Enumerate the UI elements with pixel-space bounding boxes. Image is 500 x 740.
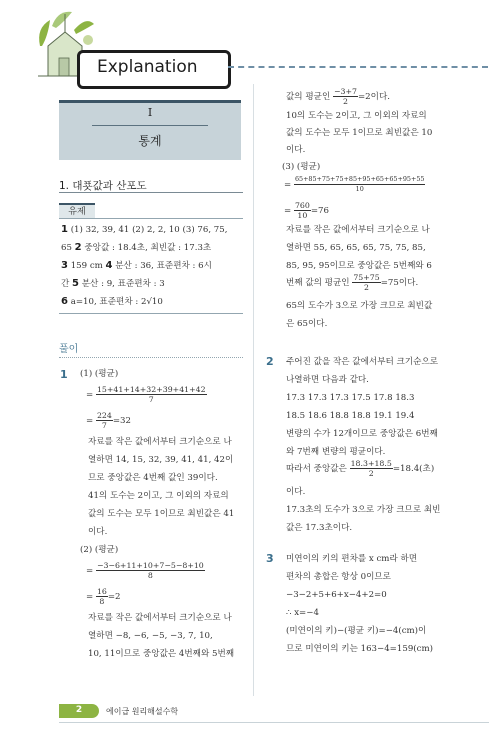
p1-text: 므로 중앙값은 4번째 값인 39이다. — [88, 473, 218, 483]
p1-text: 열하면 14, 15, 32, 39, 41, 41, 42이 — [88, 455, 234, 465]
p2-text: 와 7번째 변량의 평균이다. — [286, 447, 386, 457]
example-bottom-rule — [59, 313, 243, 314]
banner-dashed-rule — [228, 66, 488, 68]
p2-text: 주어진 값을 작은 값에서부터 크기순으로 — [286, 357, 439, 367]
p1-formula: 값의 평균인 $\frac{-3+7}{2}$ =2이다. — [286, 87, 390, 106]
p1-text: 이다. — [88, 527, 108, 537]
column-divider — [253, 84, 254, 696]
example-top-rule — [59, 218, 243, 219]
example-tab: 유제 — [59, 203, 95, 219]
p3-text: 편차의 총합은 항상 0이므로 — [286, 572, 391, 582]
solution-title: 풀이 — [59, 344, 79, 355]
p2-text: 값은 17.3초이다. — [286, 523, 353, 533]
p1-subheading: (3) (평균) — [282, 162, 321, 172]
p1-text: 자료를 작은 값에서부터 크기순으로 나 — [88, 437, 232, 447]
p1-formula: = $\frac{16}{8}$ =2 — [86, 587, 121, 606]
p1-text: 10의 도수는 2이고, 그 이외의 자료의 — [286, 111, 427, 121]
p3-text: ∴ x=−4 — [286, 608, 319, 618]
book-title: 에이급 원리해설수학 — [106, 707, 179, 716]
p3-text: 므로 미연이의 키는 163−4=159(cm) — [286, 644, 433, 654]
p1-subheading: (1) (평균) — [80, 369, 119, 379]
p2-text: 나열하면 다음과 같다. — [286, 375, 369, 385]
p1-text: 41의 도수는 2이고, 그 이외의 자료의 — [88, 491, 229, 501]
p1-text: 열하면 55, 65, 65, 65, 75, 75, 85, — [286, 243, 426, 253]
p2-text: 변량의 수가 12개이므로 중앙값은 6번째 — [286, 429, 438, 439]
example-line: 65 2 중앙값 : 18.4초, 최빈값 : 17.3초 — [61, 242, 212, 253]
p3-text: −3−2+5+6+x−4+2=0 — [286, 590, 387, 600]
footer-rule — [59, 722, 489, 723]
p1-formula: = $\frac{15+41+14+32+39+41+42}{7}$ — [86, 385, 206, 404]
problem-number: 2 — [266, 355, 274, 368]
p2-formula: 따라서 중앙값은 $\frac{18.3+18.5}{2}$ =18.4(초) — [286, 459, 435, 478]
p2-text: 18.5 18.6 18.8 18.8 19.1 19.4 — [286, 411, 415, 421]
example-line: 3 159 cm 4 분산 : 36, 표준편차 : 6시 — [61, 260, 212, 271]
p2-text: 17.3 17.3 17.3 17.5 17.8 18.3 — [286, 393, 415, 403]
p1-text: 자료를 작은 값에서부터 크기순으로 나 — [286, 225, 430, 235]
p1-text: 값의 도수는 모두 1이므로 최빈값은 41 — [88, 509, 235, 519]
problem-number: 1 — [60, 368, 68, 381]
p3-text: 미연이의 키의 편차를 x cm라 하면 — [286, 554, 418, 564]
p1-text: 85, 95, 95이므로 중앙값은 5번째와 6 — [286, 261, 432, 271]
example-line: 간 5 분산 : 9, 표준편차 : 3 — [61, 278, 165, 289]
section-title: 1. 대푯값과 산포도 — [59, 180, 147, 192]
problem-number: 3 — [266, 552, 274, 565]
p1-text: 이다. — [286, 145, 306, 155]
p1-formula: = $\frac{-3-6+11+10+7-5-8+10}{8}$ — [86, 561, 204, 580]
p1-text: 값의 도수는 모두 1이므로 최빈값은 10 — [286, 128, 433, 138]
p1-text: 열하면 −8, −6, −5, −3, 7, 10, — [88, 631, 213, 641]
example-line: 6 a=10, 표준편차 : 2√10 — [61, 296, 163, 307]
p1-formula: 번째 값의 평균인 $\frac{75+75}{2}$ =75이다. — [286, 273, 419, 292]
chapter-title: 통계 — [138, 134, 162, 148]
p1-text: 10, 11이므로 중앙값은 4번째와 5번째 — [88, 649, 235, 659]
p1-text: 자료를 작은 값에서부터 크기순으로 나 — [88, 613, 232, 623]
p3-text: (미연이의 키)−(평균 키)=−4(cm)이 — [286, 626, 427, 636]
p1-text: 은 65이다. — [286, 319, 328, 329]
chapter-rule — [92, 125, 208, 126]
p1-formula: = $\frac{65+85+75+75+85+95+65+65+95+55}{10}$ — [284, 175, 425, 193]
chapter-number: I — [147, 106, 153, 119]
p1-formula: = $\frac{760}{10}$ =76 — [284, 201, 329, 220]
solution-rule — [59, 357, 243, 358]
p1-text: 65의 도수가 3으로 가장 크므로 최빈값 — [286, 301, 433, 311]
p1-subheading: (2) (평균) — [80, 545, 119, 555]
p2-text: 17.3초의 도수가 3으로 가장 크므로 최빈 — [286, 505, 441, 515]
example-line: 1 (1) 32, 39, 41 (2) 2, 2, 10 (3) 76, 75, — [61, 224, 228, 235]
p2-text: 이다. — [286, 487, 306, 497]
banner-title: Explanation — [97, 57, 198, 77]
p1-formula: = $\frac{224}{7}$ =32 — [86, 411, 131, 430]
section-rule — [59, 192, 243, 193]
page-number: 2 — [75, 705, 83, 715]
